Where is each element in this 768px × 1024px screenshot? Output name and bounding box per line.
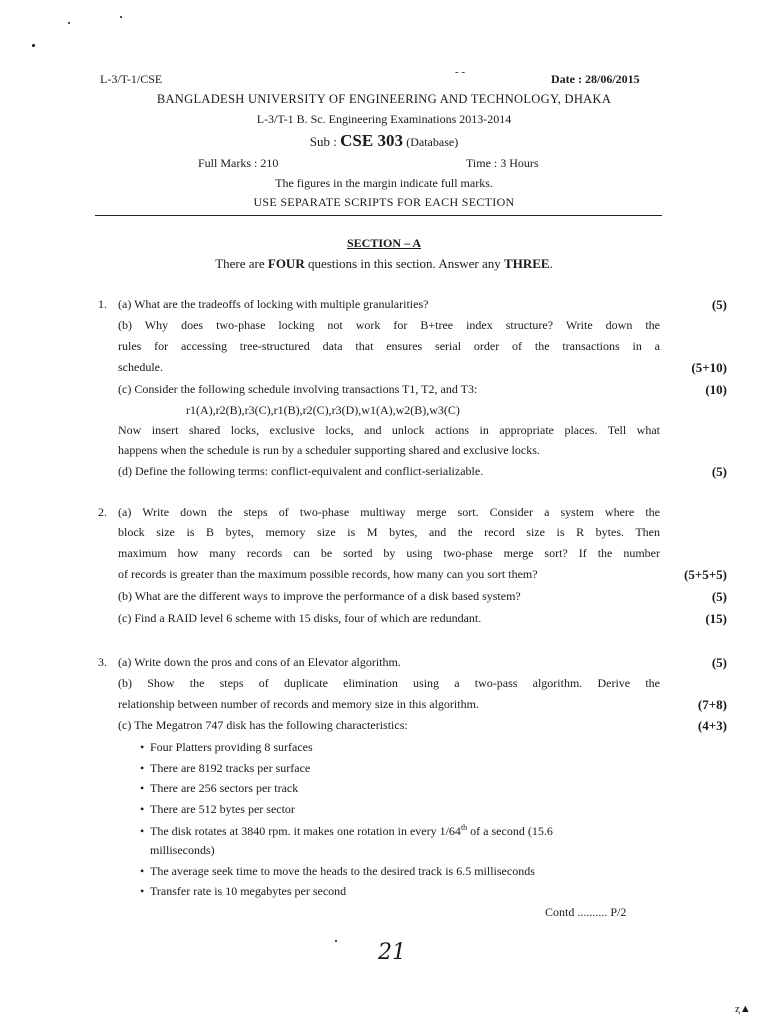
superscript: th xyxy=(460,823,468,832)
q1b-line2: rules for accessing tree-structured data that ensures serial order of the transactions in a xyxy=(118,339,660,353)
q2a-line3: maximum how many records can be sorted by using two-phase merge sort? If the number xyxy=(118,546,660,560)
question-number: 3. xyxy=(98,655,107,669)
q1b-line1: (b) Why does two-phase locking not work for B+tree index structure? Write down the xyxy=(118,318,660,332)
list-item xyxy=(140,884,346,899)
q3a-mark: (5) xyxy=(711,655,727,670)
university-name: BANGLADESH UNIVERSITY OF ENGINEERING AND TECHNOLOGY, DHAKA xyxy=(156,92,612,106)
bullet-icon: • xyxy=(140,781,145,795)
q1c-schedule: r1(A),r2(B),r3(C),r1(B),r2(C),r3(D),w1(A),w2(B),w3(C) xyxy=(186,403,460,417)
bullet-text: milliseconds) xyxy=(150,843,215,857)
continued-note: Contd .......... P/2 xyxy=(545,905,627,919)
full-marks: Full Marks : 210 xyxy=(198,156,279,170)
q2c-mark: (15) xyxy=(705,611,727,626)
subject-name: (Database) xyxy=(406,135,459,149)
bullet-icon: • xyxy=(140,824,145,838)
q1c-line3: happens when the schedule is run by a scheduler supporting shared and exclusive locks. xyxy=(118,443,540,457)
course-code: L-3/T-1/CSE xyxy=(100,72,163,86)
bullet-icon: • xyxy=(140,864,145,878)
q3c-mark: (4+3) xyxy=(697,718,727,733)
bullet-text: The disk rotates at 3840 rpm. it makes one rotation in every 1/64 xyxy=(150,824,461,838)
separate-scripts-note: USE SEPARATE SCRIPTS FOR EACH SECTION xyxy=(253,195,515,209)
exam-time: Time : 3 Hours xyxy=(466,156,539,170)
header-divider xyxy=(95,215,662,216)
q1a-mark: (5) xyxy=(711,297,727,312)
instr-three: THREE xyxy=(504,256,550,271)
q1c-mark: (10) xyxy=(705,382,727,397)
header-dash: - - xyxy=(455,66,466,78)
corner-mark: ⱬ▲ xyxy=(735,1003,751,1015)
subject-code: CSE 303 xyxy=(340,131,403,150)
scan-speck xyxy=(120,16,122,18)
exam-date: Date : 28/06/2015 xyxy=(551,72,640,86)
subject-line xyxy=(0,131,768,151)
subject-prefix: Sub : xyxy=(309,134,337,149)
instr-text: . xyxy=(549,256,553,271)
question-number: 2. xyxy=(98,505,107,519)
list-item xyxy=(140,761,310,776)
q2a-mark: (5+5+5) xyxy=(684,567,727,582)
q1c-line1: (c) Consider the following schedule involving transactions T1, T2, and T3: xyxy=(118,382,478,396)
q3c-text: (c) The Megatron 747 disk has the following characteristics: xyxy=(118,718,408,732)
q1d-mark: (5) xyxy=(711,464,727,479)
q2a-line2: block size is B bytes, memory size is M bytes, and the record size is R bytes. Then xyxy=(118,525,660,539)
q1b-mark: (5+10) xyxy=(691,360,727,375)
bullet-text: Four Platters providing 8 surfaces xyxy=(150,740,313,754)
margin-note: The figures in the margin indicate full marks. xyxy=(275,176,493,190)
list-item xyxy=(140,781,298,796)
instr-text: questions in this section. Answer any xyxy=(304,256,505,271)
q2c-text: (c) Find a RAID level 6 scheme with 15 disks, four of which are redundant. xyxy=(118,611,482,625)
list-item xyxy=(140,823,553,839)
q1c-line2: Now insert shared locks, exclusive locks, and unlock actions in appropriate places. Tell what xyxy=(118,423,660,437)
bullet-icon: • xyxy=(140,802,145,816)
scan-speck xyxy=(335,940,337,942)
bullet-icon: • xyxy=(140,740,145,754)
list-item-continuation xyxy=(150,843,215,858)
q1a-text: (a) What are the tradeoffs of locking with multiple granularities? xyxy=(118,297,429,311)
q3b-line1: (b) Show the steps of duplicate elimination using a two-pass algorithm. Derive the xyxy=(118,676,660,690)
q2b-mark: (5) xyxy=(711,589,727,604)
scan-speck xyxy=(68,22,70,24)
q1d-text: (d) Define the following terms: conflict-equivalent and conflict-serializable. xyxy=(118,464,484,478)
bullet-icon: • xyxy=(140,761,145,775)
instr-text: There are xyxy=(215,256,268,271)
list-item xyxy=(140,740,313,755)
section-instructions xyxy=(0,256,768,272)
q3b-mark: (7+8) xyxy=(697,697,727,712)
list-item xyxy=(140,864,535,879)
instr-four: FOUR xyxy=(267,256,305,271)
bullet-text: There are 8192 tracks per surface xyxy=(150,761,311,775)
list-item xyxy=(140,802,295,817)
bullet-text: There are 256 sectors per track xyxy=(150,781,299,795)
bullet-text: Transfer rate is 10 megabytes per second xyxy=(150,884,347,898)
bullet-text: of a second (15.6 xyxy=(467,824,553,838)
q3b-line2: relationship between number of records and memory size in this algorithm. xyxy=(118,697,479,711)
q3a-text: (a) Write down the pros and cons of an Elevator algorithm. xyxy=(118,655,401,669)
section-title: SECTION – A xyxy=(346,236,422,250)
q1b-line3: schedule. xyxy=(118,360,163,374)
scan-speck xyxy=(32,44,35,47)
handwritten-page-number: 21 xyxy=(378,940,406,965)
bullet-text: The average seek time to move the heads to the desired track is 6.5 milliseconds xyxy=(150,864,535,878)
q2b-text: (b) What are the different ways to improve the performance of a disk based system? xyxy=(118,589,521,603)
exam-title: L-3/T-1 B. Sc. Engineering Examinations 2013-2014 xyxy=(256,112,512,126)
question-number: 1. xyxy=(98,297,107,311)
q2a-line4: of records is greater than the maximum possible records, how many can you sort them? xyxy=(118,567,538,581)
bullet-icon: • xyxy=(140,884,145,898)
bullet-text: There are 512 bytes per sector xyxy=(150,802,295,816)
q2a-line1: (a) Write down the steps of two-phase multiway merge sort. Consider a system where the xyxy=(118,505,660,519)
